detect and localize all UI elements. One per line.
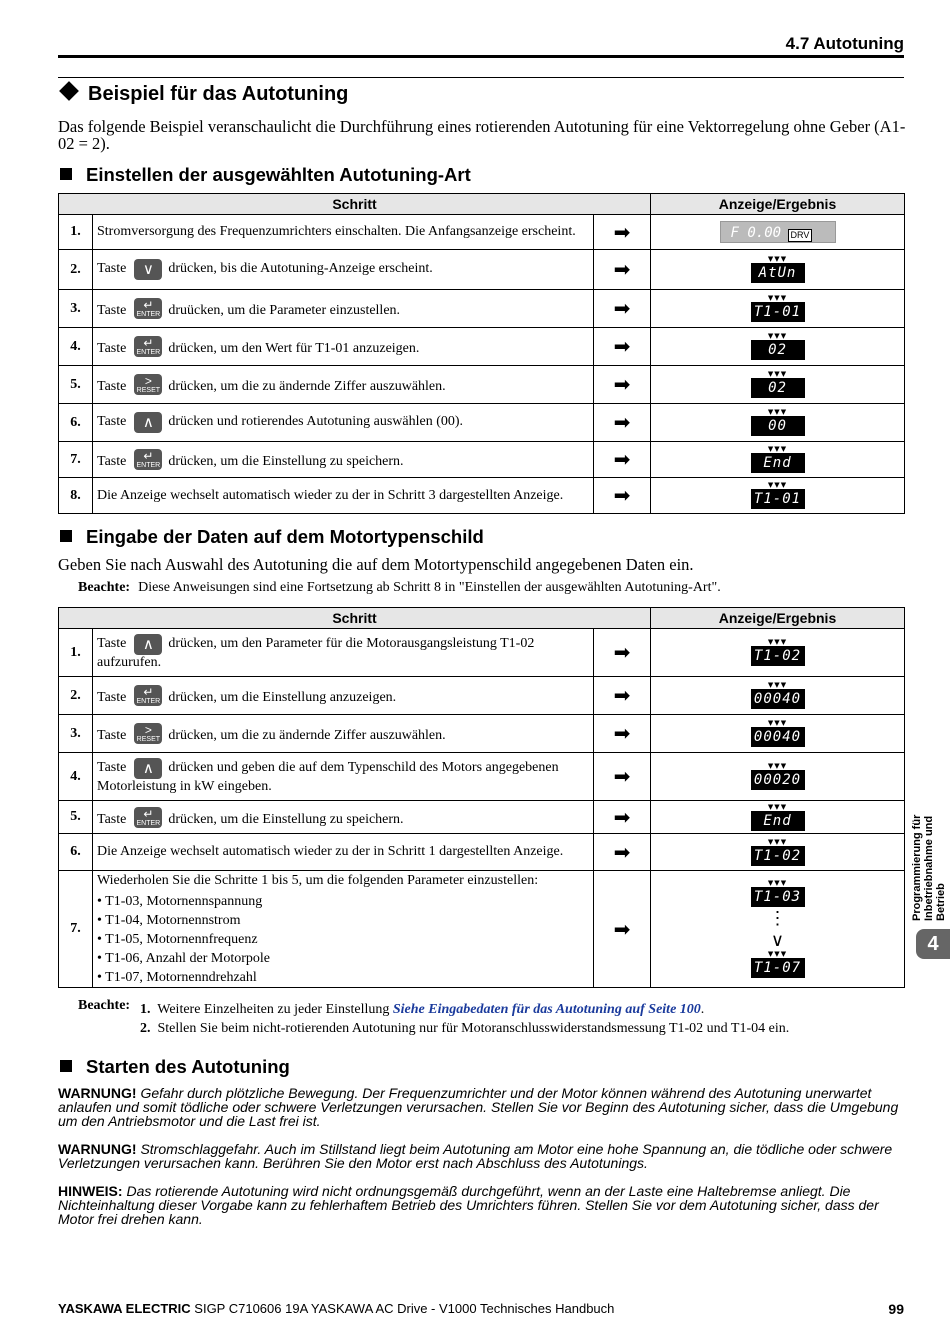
step-text-pre: Die Anzeige wechselt automatisch wieder zu der in Schritt 1 dargestellten Anzeige. xyxy=(97,844,564,859)
led-display xyxy=(751,482,805,509)
note-1: 1. Weitere Einzelheiten zu jeder Einstellung Siehe Eingabedaten für das Autotuning auf Seite 100. xyxy=(140,1002,705,1017)
square-bullet-icon xyxy=(60,1060,72,1072)
step-number: 1. xyxy=(59,629,93,677)
up-key-icon: ∧ xyxy=(134,634,162,655)
notice-text: Das rotierende Autotuning wird nicht ordnungsgemäß durchgeführt, wenn an der Laste eine Haltebremse anliegt. Die Nichteinhaltung dieser Vorgabe kann zu fehlerhaftem Betrieb des Umrichters führen. Stellen Sie vor dem Autotuning sicher, dass der Motor frei drehen kann. xyxy=(58,1183,879,1227)
step-text-post: drücken, um die zu ändernde Ziffer auszuwählen. xyxy=(168,379,446,394)
display-value: T1-01 xyxy=(751,489,805,509)
display-value: T1-02 xyxy=(751,646,805,666)
footer-brand: YASKAWA ELECTRIC xyxy=(58,1301,191,1316)
blink-indicator-icon: ▼▼▼ xyxy=(767,370,788,378)
led-display xyxy=(751,682,805,709)
step-text-post: drücken, um die Einstellung zu speichern. xyxy=(168,811,404,827)
intro-paragraph: Das folgende Beispiel veranschaulicht die Durchführung eines rotierenden Autotuning für eine Vektorregelung ohne Geber (A1-02 = 2). xyxy=(58,117,906,153)
side-tab-text: Programmierung für Inbetriebnahme und Betrieb xyxy=(911,814,947,921)
step-text-post: druücken, um die Parameter einzustellen. xyxy=(168,303,401,318)
arrow-icon: ➡ xyxy=(594,753,651,801)
step-text-post: drücken, um die Einstellung anzuzeigen. xyxy=(168,690,397,705)
notice-label: HINWEIS: xyxy=(58,1183,123,1199)
col-schritt: Schritt xyxy=(59,608,651,629)
enter-key-icon: ↵ ENTER xyxy=(134,449,162,470)
step-number: 3. xyxy=(59,715,93,753)
note-label: Beachte: xyxy=(78,580,131,595)
blink-indicator-icon: ▼▼▼ xyxy=(767,638,788,646)
note-2-text: Stellen Sie beim nicht-rotierenden Autotuning nur für Motoranschlusswiderstandsmessung T1-02 und T1-04 ein. xyxy=(157,1021,790,1036)
page-reference-link[interactable]: Siehe Eingabedaten für das Autotuning auf Seite 100 xyxy=(392,1002,701,1017)
key-label: ENTER xyxy=(136,698,161,705)
step-text-pre: Taste xyxy=(97,454,127,469)
step-number: 2. xyxy=(59,677,93,715)
display-value: 00040 xyxy=(751,689,805,709)
step-display xyxy=(651,290,905,328)
step-text-post: drücken, um die zu ändernde Ziffer auszuwählen. xyxy=(168,728,446,743)
step-text-pre: Taste xyxy=(97,414,127,429)
step-text xyxy=(93,834,594,871)
led-display xyxy=(751,720,805,747)
step-display xyxy=(651,871,905,988)
table-row xyxy=(59,801,905,834)
step-text-pre: Taste xyxy=(97,303,127,318)
display-value: End xyxy=(751,453,805,473)
parameter-list-item: • T1-06, Anzahl der Motorpole xyxy=(97,949,589,968)
blink-indicator-icon: ▼▼▼ xyxy=(767,879,788,887)
col-anzeige: Anzeige/Ergebnis xyxy=(651,194,905,215)
warning-1 xyxy=(58,1086,906,1128)
step-text xyxy=(93,290,594,328)
sec2-intro: Geben Sie nach Auswahl des Autotuning die auf dem Motortypenschild angegebenen Daten ein. xyxy=(58,555,694,574)
step-text-post: drücken, um die Einstellung zu speichern. xyxy=(168,454,404,469)
step-text xyxy=(93,404,594,442)
step-number: 7. xyxy=(59,442,93,478)
led-display xyxy=(751,409,805,436)
step-text-pre: Wiederholen Sie die Schritte 1 bis 5, um die folgenden Parameter einzustellen: xyxy=(97,873,539,888)
step-display xyxy=(651,478,905,514)
header-rule-thin xyxy=(58,77,904,78)
header-rule xyxy=(58,55,904,58)
step-display xyxy=(651,753,905,801)
blink-indicator-icon: ▼▼▼ xyxy=(767,481,788,489)
table-row xyxy=(59,215,905,250)
diamond-icon xyxy=(59,81,79,101)
note-1-num: 1. xyxy=(140,1002,151,1017)
step-number: 5. xyxy=(59,801,93,834)
arrow-icon: ➡ xyxy=(594,677,651,715)
note-2 xyxy=(140,1021,789,1037)
led-display xyxy=(751,639,805,666)
sec1-heading-text: Einstellen der ausgewählten Autotuning-Art xyxy=(86,164,471,185)
drv-indicator: DRV xyxy=(788,229,813,242)
step-text-pre: Taste xyxy=(97,341,127,356)
step-text xyxy=(93,801,594,834)
step-text-post: drücken und rotierendes Autotuning auswählen (00). xyxy=(168,414,464,429)
step-number: 6. xyxy=(59,834,93,871)
sec2-heading-text: Eingabe der Daten auf dem Motortypenschild xyxy=(86,526,484,547)
table-row xyxy=(59,328,905,366)
step-text xyxy=(93,215,594,250)
step-display xyxy=(651,404,905,442)
reset-key-icon: > RESET xyxy=(134,374,162,395)
led-display xyxy=(751,804,805,831)
table-row xyxy=(59,715,905,753)
step-number: 3. xyxy=(59,290,93,328)
sec3-heading-text: Starten des Autotuning xyxy=(86,1056,290,1077)
enter-key-icon: ↵ ENTER xyxy=(134,336,162,357)
display-value: End xyxy=(751,811,805,831)
sec2-heading xyxy=(58,526,484,548)
step-text-post: drücken, um den Parameter für die Motorausgangsleistung T1-02 aufzurufen. xyxy=(97,636,535,670)
footer-text: SIGP C710606 19A YASKAWA AC Drive - V1000 Technisches Handbuch xyxy=(190,1301,615,1316)
step-display xyxy=(651,366,905,404)
step-text-pre: Taste xyxy=(97,261,127,276)
parameter-list-item: • T1-04, Motornennstrom xyxy=(97,911,589,930)
step-number: 2. xyxy=(59,250,93,290)
step-display xyxy=(651,442,905,478)
arrow-icon: ➡ xyxy=(594,215,651,250)
display-value: T1-02 xyxy=(751,846,805,866)
blink-indicator-icon: ▼▼▼ xyxy=(767,719,788,727)
blink-indicator-icon: ▼▼▼ xyxy=(767,681,788,689)
step-text xyxy=(93,478,594,514)
table-row xyxy=(59,834,905,871)
arrow-icon: ➡ xyxy=(594,366,651,404)
step-text xyxy=(93,677,594,715)
step-text xyxy=(93,715,594,753)
blink-indicator-icon: ▼▼▼ xyxy=(767,294,788,302)
step-text-post: drücken und geben die auf dem Typenschild des Motors angegebenen Motorleistung in kW eingeben. xyxy=(97,760,559,794)
table-row xyxy=(59,753,905,801)
down-chevron-icon: ⋮ ∨ xyxy=(768,908,787,950)
step-number: 4. xyxy=(59,753,93,801)
arrow-icon: ➡ xyxy=(594,629,651,677)
table-row xyxy=(59,677,905,715)
col-anzeige: Anzeige/Ergebnis xyxy=(651,608,905,629)
arrow-icon: ➡ xyxy=(594,290,651,328)
display-value: 02 xyxy=(751,378,805,398)
display-value: T1-03 xyxy=(751,887,805,907)
table-row xyxy=(59,250,905,290)
step-display xyxy=(651,215,905,250)
key-label: ENTER xyxy=(136,349,161,356)
step-display xyxy=(651,715,905,753)
section-header: 4.7 Autotuning xyxy=(785,34,904,53)
up-key-icon: ∧ xyxy=(134,758,162,779)
step-display xyxy=(651,801,905,834)
arrow-icon: ➡ xyxy=(594,328,651,366)
step-text-pre: Taste xyxy=(97,690,127,705)
led-display xyxy=(751,371,805,398)
arrow-icon: ➡ xyxy=(594,404,651,442)
enter-key-icon: ↵ ENTER xyxy=(134,807,162,828)
led-display xyxy=(751,333,805,360)
warning-label: WARNUNG! xyxy=(58,1085,137,1101)
step-text-pre: Taste xyxy=(97,811,127,827)
step-number: 7. xyxy=(59,871,93,988)
autotuning-steps-table xyxy=(58,193,905,514)
notice xyxy=(58,1184,906,1226)
section-heading-text: Beispiel für das Autotuning xyxy=(88,83,349,105)
led-display xyxy=(751,446,805,473)
reset-key-icon: > RESET xyxy=(134,723,162,744)
step-text-post: drücken, bis die Autotuning-Anzeige erscheint. xyxy=(168,261,433,276)
arrow-icon: ➡ xyxy=(594,250,651,290)
step-number: 5. xyxy=(59,366,93,404)
arrow-icon: ➡ xyxy=(594,801,651,834)
sec2-note xyxy=(78,580,721,596)
blink-indicator-icon: ▼▼▼ xyxy=(767,408,788,416)
step-text-post: drücken, um den Wert für T1-01 anzuzeigen. xyxy=(168,341,420,356)
display-value: AtUn xyxy=(751,263,805,283)
nameplate-steps-table xyxy=(58,607,905,988)
note-text: Diese Anweisungen sind eine Fortsetzung ab Schritt 8 in "Einstellen der ausgewählten Autotuning-Art". xyxy=(138,580,721,595)
display-value: 00020 xyxy=(751,770,805,790)
step-display xyxy=(651,677,905,715)
key-label: ENTER xyxy=(136,462,161,469)
enter-key-icon: ↵ ENTER xyxy=(134,298,162,319)
step-display xyxy=(651,250,905,290)
step-text xyxy=(93,753,594,801)
led-display xyxy=(751,839,805,866)
parameter-list-item: • T1-07, Motornenndrehzahl xyxy=(97,968,589,987)
step-text xyxy=(93,366,594,404)
display-value: 00040 xyxy=(751,727,805,747)
step-text-pre: Taste xyxy=(97,379,127,394)
arrow-icon: ➡ xyxy=(594,834,651,871)
blink-indicator-icon: ▼▼▼ xyxy=(767,445,788,453)
step-text xyxy=(93,442,594,478)
table-row xyxy=(59,478,905,514)
square-bullet-icon xyxy=(60,168,72,180)
table-row xyxy=(59,442,905,478)
table-row xyxy=(59,871,905,988)
key-label: ENTER xyxy=(136,311,161,318)
parameter-list-item: • T1-05, Motornennfrequenz xyxy=(97,930,589,949)
square-bullet-icon xyxy=(60,530,72,542)
blink-indicator-icon: ▼▼▼ xyxy=(767,332,788,340)
blink-indicator-icon: ▼▼▼ xyxy=(767,255,788,263)
sec1-heading xyxy=(58,164,471,186)
step-text xyxy=(93,328,594,366)
notes-label: Beachte: xyxy=(78,998,131,1013)
parameter-list-item: • T1-03, Motornennspannung xyxy=(97,892,589,911)
display-value: 00 xyxy=(751,416,805,436)
section-heading xyxy=(58,83,348,106)
table-row xyxy=(59,366,905,404)
enter-key-icon: ↵ ENTER xyxy=(134,685,162,706)
up-key-icon: ∧ xyxy=(134,412,162,433)
table-row xyxy=(59,404,905,442)
step-number: 6. xyxy=(59,404,93,442)
sec3-heading xyxy=(58,1056,290,1078)
warning-2 xyxy=(58,1142,906,1170)
step-text xyxy=(93,871,594,988)
warning-text: Stromschlaggefahr. Auch im Stillstand liegt beim Autotuning am Motor eine hohe Spannung an, die tödliche oder schwere Verletzungen verursachen kann. Berühren Sie den Motor erst nach Abschluss des Autotunings. xyxy=(58,1141,893,1171)
page-number: 99 xyxy=(888,1301,904,1317)
col-schritt: Schritt xyxy=(59,194,651,215)
chapter-side-tab xyxy=(911,805,947,921)
blink-indicator-icon: ▼▼▼ xyxy=(767,950,788,958)
arrow-icon: ➡ xyxy=(594,871,651,988)
step-text xyxy=(93,629,594,677)
table-row xyxy=(59,290,905,328)
step-number: 8. xyxy=(59,478,93,514)
blink-indicator-icon: ▼▼▼ xyxy=(767,802,788,811)
warning-text: Gefahr durch plötzliche Bewegung. Der Frequenzumrichter und der Motor können während des Autotuning unerwartet anlaufen und somit tödliche oder schwere Verletzungen verursachen. Stellen Sie vor Beginn des Autotuning sicher, dass die Umgebung um den Antriebsmotor und die Last frei ist. xyxy=(58,1085,899,1129)
step-text-pre: Taste xyxy=(97,760,127,775)
step-display xyxy=(651,834,905,871)
table-row xyxy=(59,629,905,677)
arrow-icon: ➡ xyxy=(594,715,651,753)
step-number: 1. xyxy=(59,215,93,250)
step-display xyxy=(651,328,905,366)
step-text-pre: Stromversorgung des Frequenzumrichters einschalten. Die Anfangsanzeige erscheint. xyxy=(97,224,576,239)
led-display xyxy=(751,256,805,283)
chapter-number-tab[interactable]: 4 xyxy=(916,929,950,959)
display-value: 02 xyxy=(751,340,805,360)
arrow-icon: ➡ xyxy=(594,478,651,514)
display-value: T1-07 xyxy=(751,958,805,978)
arrow-icon: ➡ xyxy=(594,442,651,478)
display-value: T1-01 xyxy=(751,302,805,322)
warning-label: WARNUNG! xyxy=(58,1141,137,1157)
note-1-text: Weitere Einzelheiten zu jeder Einstellung xyxy=(157,1002,393,1017)
key-label: RESET xyxy=(136,736,161,743)
key-label: RESET xyxy=(136,387,161,394)
step-text-pre: Taste xyxy=(97,636,127,651)
led-display xyxy=(751,295,805,322)
step-text xyxy=(93,250,594,290)
led-display xyxy=(751,951,805,978)
footer xyxy=(58,1301,614,1316)
step-text-pre: Taste xyxy=(97,728,127,743)
display-value: F 0.00 xyxy=(730,225,782,241)
led-display xyxy=(751,880,805,907)
step-display xyxy=(651,629,905,677)
blink-indicator-icon: ▼▼▼ xyxy=(767,837,788,846)
initial-display xyxy=(720,221,836,243)
down-key-icon: ∨ xyxy=(134,259,162,280)
key-label: ENTER xyxy=(136,819,161,827)
note-2-num: 2. xyxy=(140,1021,151,1036)
blink-indicator-icon: ▼▼▼ xyxy=(767,762,788,770)
parameter-list xyxy=(97,892,589,987)
step-text-pre: Die Anzeige wechselt automatisch wieder zu der in Schritt 3 dargestellten Anzeige. xyxy=(97,487,564,503)
step-number: 4. xyxy=(59,328,93,366)
led-display xyxy=(751,763,805,790)
